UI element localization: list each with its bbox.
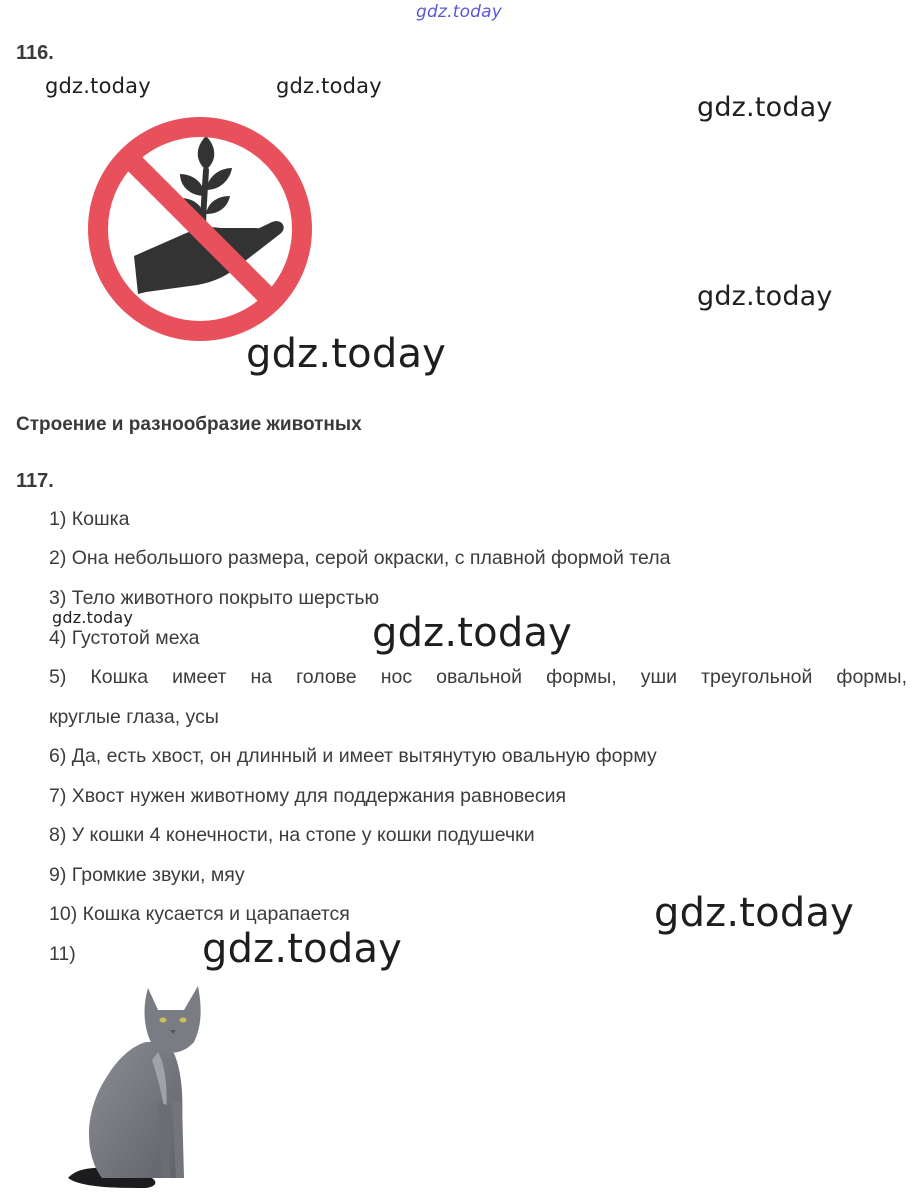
answer-line: 2) Она небольшого размера, серой окраски, с плавной формой тела <box>49 547 671 569</box>
answer-line: 3) Тело животного покрыто шерстью <box>49 587 380 609</box>
answer-line: 7) Хвост нужен животному для поддержания равновесия <box>49 785 567 807</box>
watermark-top: gdz.today <box>416 2 503 22</box>
watermark: gdz.today <box>202 926 403 972</box>
answer-line: 1) Кошка <box>49 508 130 530</box>
watermark: gdz.today <box>276 74 382 98</box>
answer-line: круглые глаза, усы <box>49 706 219 728</box>
answer-line: 8) У кошки 4 конечности, на стопе у кошки подушечки <box>49 824 535 846</box>
watermark: gdz.today <box>697 281 833 312</box>
answer-line: 10) Кошка кусается и царапается <box>49 903 350 925</box>
no-plant-picking-icon <box>86 116 316 342</box>
task-117-number: 117. <box>16 470 54 492</box>
task-116-number: 116. <box>16 42 54 64</box>
watermark: gdz.today <box>45 74 151 98</box>
watermark: gdz.today <box>246 331 447 377</box>
watermark: gdz.today <box>372 610 573 656</box>
watermark: gdz.today <box>654 890 855 936</box>
answer-line: 5) Кошка имеет на голове нос овальной формы, уши треугольной формы, <box>49 666 907 688</box>
section-title: Строение и разнообразие животных <box>16 414 362 435</box>
answer-line: 9) Громкие звуки, мяу <box>49 864 245 886</box>
answer-line: 4) Густотой меха <box>49 627 200 649</box>
answer-line: 11) <box>49 943 76 965</box>
watermark: gdz.today <box>697 92 833 123</box>
gray-cat-image <box>62 982 212 1190</box>
watermark: gdz.today <box>52 608 134 627</box>
answer-line: 6) Да, есть хвост, он длинный и имеет вытянутую овальную форму <box>49 745 657 767</box>
